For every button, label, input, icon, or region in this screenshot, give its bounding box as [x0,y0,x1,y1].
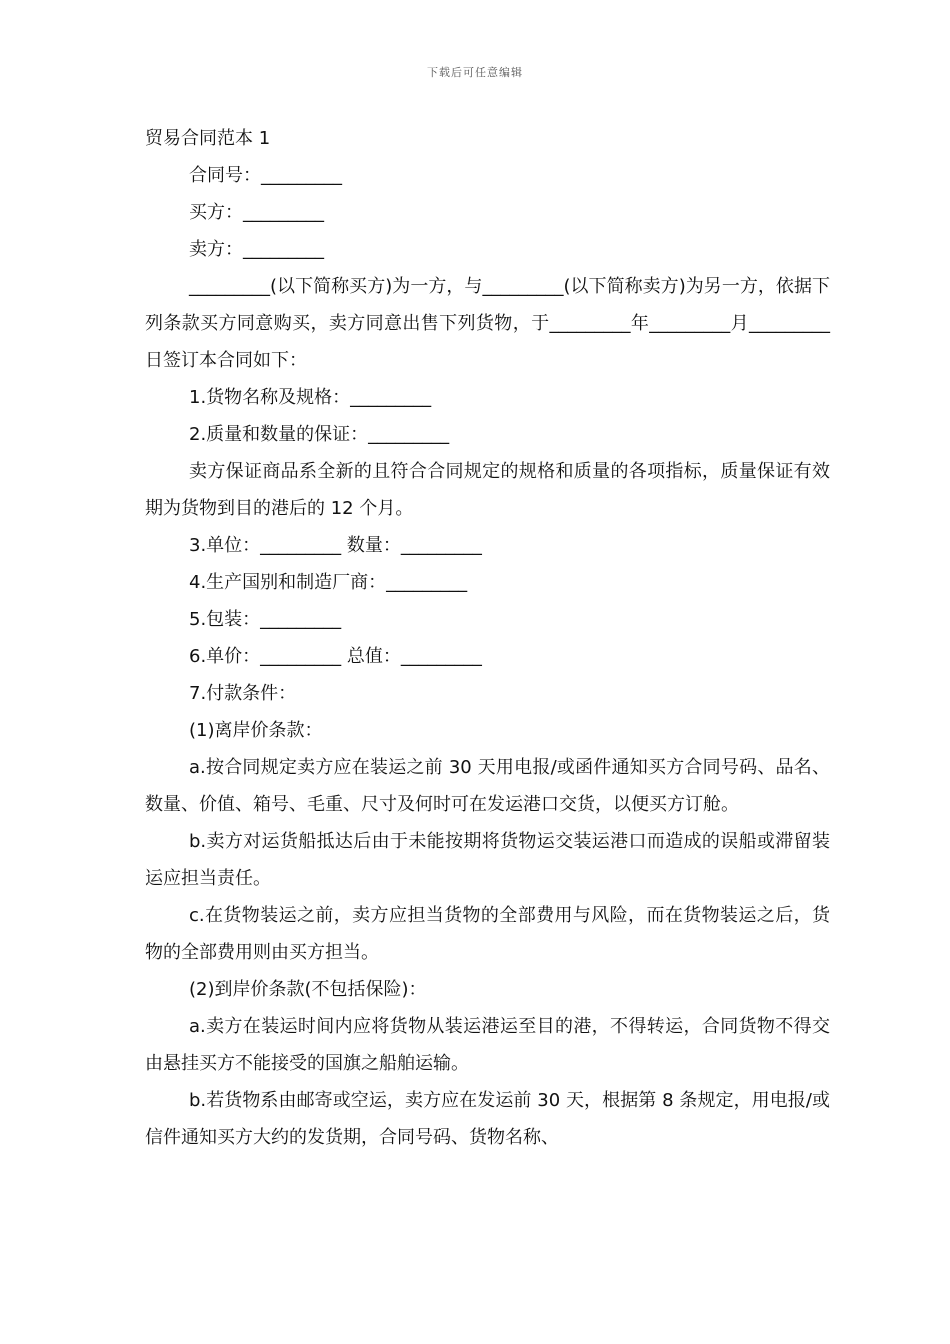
buyer-line: 买方：_________ [189,202,324,223]
contract-number-line: 合同号：_________ [189,165,342,186]
quality-guarantee-paragraph: 卖方保证商品系全新的且符合合同规定的规格和质量的各项指标，质量保证有效期为货物到目的港后的 12 个月。 [145,461,830,519]
cfr-item-b: b.若货物系由邮寄或空运，卖方应在发运前 30 天，根据第 8 条规定，用电报/或信件通知买方大约的发货期，合同号码、货物名称、 [145,1090,830,1148]
document-body [145,120,830,1156]
fob-item-b: b.卖方对运货船抵达后由于未能按期将货物运交装运港口而造成的误船或滞留装运应担当责任。 [145,831,830,889]
seller-line: 卖方：_________ [189,239,324,260]
fob-item-c: c.在货物装运之前，卖方应担当货物的全部费用与风险，而在货物装运之后，货物的全部费用则由买方担当。 [145,905,830,963]
clause-packing: 5.包装：_________ [189,609,342,630]
document-title: 贸易合同范本 1 [145,128,271,149]
preamble-paragraph: _________(以下简称买方)为一方，与_________(以下简称卖方)为另一方，依据下列条款买方同意购买，卖方同意出售下列货物，于_________年_________月_________日签订本合同如下： [145,276,830,371]
clause-payment-terms: 7.付款条件： [189,683,297,704]
clause-manufacturer: 4.生产国别和制造厂商：_________ [189,572,468,593]
clause-quality-guarantee: 2.质量和数量的保证：_________ [189,424,450,445]
cfr-item-a: a.卖方在装运时间内应将货物从装运港运至目的港，不得转运，合同货物不得交由悬挂买方不能接受的国旗之船舶运输。 [145,1016,830,1074]
page-header: 下载后可任意编辑 [427,66,523,79]
clause-price: 6.单价：_________ 总值：_________ [189,646,482,667]
clause-unit-quantity: 3.单位：_________ 数量：_________ [189,535,482,556]
cfr-terms-heading: (2)到岸价条款(不包括保险)： [189,979,427,1000]
clause-goods-spec: 1.货物名称及规格：_________ [189,387,432,408]
fob-item-a: a.按合同规定卖方应在装运之前 30 天用电报/或函件通知买方合同号码、品名、数量、价值、箱号、毛重、尺寸及何时可在发运港口交货，以便买方订舱。 [145,757,830,815]
fob-terms-heading: (1)离岸价条款： [189,720,323,741]
